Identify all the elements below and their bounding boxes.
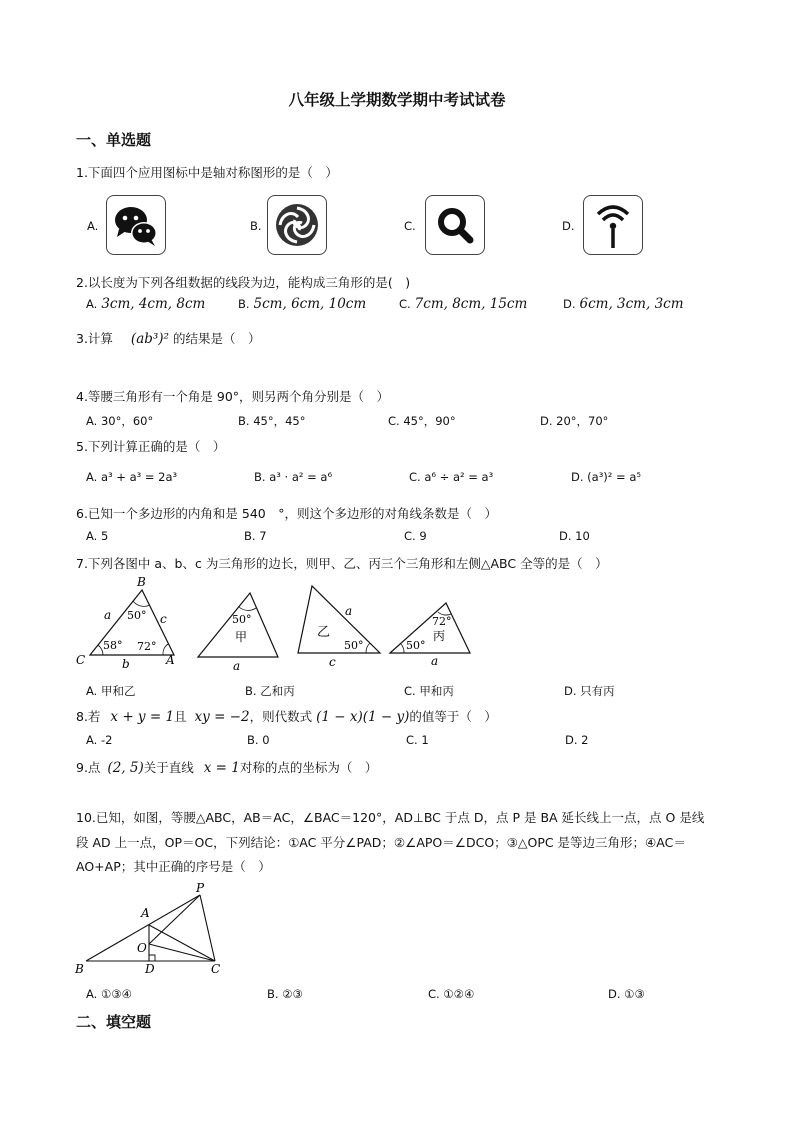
triangle-yi [298,586,380,653]
q1-option-b-label: B. [250,219,262,233]
q2-option-a[interactable]: A. 3cm, 4cm, 8cm [86,296,206,312]
q1-option-d-label: D. [562,219,575,233]
svg-text:a: a [233,659,241,673]
q4-option-d[interactable]: D. 20°，70° [540,414,609,428]
q2-option-d[interactable]: D. 6cm, 3cm, 3cm [563,296,684,312]
q10-option-c[interactable]: C. ①②④ [428,987,475,1001]
q8-option-a[interactable]: A. -2 [86,733,113,747]
question-2-stem: 2.以长度为下列各组数据的线段为边，能构成三角形的是( ) [76,275,411,290]
label-angle-50: 50° [127,609,147,622]
q1-option-c-label: C. [404,219,416,233]
q4-option-a[interactable]: A. 30°，60° [86,414,154,428]
question-1-stem: 1.下面四个应用图标中是轴对称图形的是（ ） [76,165,338,180]
q10-option-d[interactable]: D. ①③ [608,987,645,1001]
label-angle-58: 58° [103,639,123,652]
q1-option-a-label: A. [87,219,99,233]
label-a: A [141,906,150,920]
label-vertex-c: C [76,653,86,667]
q8-option-c[interactable]: C. 1 [406,733,429,747]
q7-option-b[interactable]: B. 乙和丙 [245,684,295,698]
q3-expression: (ab³)² [130,331,169,347]
label-bing: 丙 [433,629,446,643]
q4-option-c[interactable]: C. 45°，90° [388,414,456,428]
q2-option-b[interactable]: B. 5cm, 6cm, 10cm [238,296,367,312]
q6-option-b[interactable]: B. 7 [244,529,267,543]
q8-option-d[interactable]: D. 2 [565,733,589,747]
q6-option-d[interactable]: D. 10 [559,529,590,543]
q6-option-c[interactable]: C. 9 [404,529,427,543]
question-8-stem: 8.若 x + y = 1且 xy = −2，则代数式 (1 − x)(1 − y)的值等于（ ） [76,709,497,725]
svg-text:c: c [329,655,336,669]
question-7-stem: 7.下列各图中 a、b、c 为三角形的边长，则甲、乙、丙三个三角形和左侧△ABC 全等的是（ ） [76,556,608,571]
label-d: D [145,962,155,976]
svg-text:72°: 72° [432,615,452,628]
question-4-stem: 4.等腰三角形有一个角是 90°，则另两个角分别是（ ） [76,389,390,404]
wechat-icon [106,195,166,255]
label-c: C [211,962,221,976]
q2-option-c[interactable]: C. 7cm, 8cm, 15cm [399,296,528,312]
q5-option-a[interactable]: A. a³ + a³ = 2a³ [86,470,178,484]
label-vertex-a: A [166,653,175,667]
q6-option-a[interactable]: A. 5 [86,529,109,543]
q5-option-c[interactable]: C. a⁶ ÷ a² = a³ [409,470,494,484]
search-icon [425,195,485,255]
label-side-b: b [122,657,130,671]
q5-option-b[interactable]: B. a³ · a² = a⁶ [254,470,333,484]
q8-option-b[interactable]: B. 0 [247,733,270,747]
antenna-icon [583,195,643,255]
question-10-line-3: AO+AP；其中正确的序号是（ ） [76,859,271,874]
svg-text:50°: 50° [232,613,252,626]
label-side-a: a [104,608,112,622]
question-6-stem: 6.已知一个多边形的内角和是 540 °，则这个多边形的对角线条数是（ ） [76,506,498,521]
svg-text:50°: 50° [344,639,364,652]
label-vertex-b: B [137,575,146,589]
q7-option-a[interactable]: A. 甲和乙 [86,684,136,698]
label-p: P [196,881,205,895]
label-o: O [137,941,147,955]
section-heading-fill-blank: 二、填空题 [76,1013,152,1031]
q4-option-b[interactable]: B. 45°，45° [238,414,306,428]
q5-option-d[interactable]: D. (a³)² = a⁵ [571,470,642,484]
label-b: B [75,962,84,976]
q10-option-a[interactable]: A. ①③④ [86,987,132,1001]
svg-text:50°: 50° [406,639,426,652]
question-9-stem: 9.点 (2, 5)关于直线 x = 1对称的点的坐标为（ ） [76,760,378,776]
question-5-stem: 5.下列计算正确的是（ ） [76,439,226,454]
section-heading-single-choice: 一、单选题 [76,131,152,149]
label-jia: 甲 [235,630,248,644]
svg-text:a: a [345,604,353,618]
page-title: 八年级上学期数学期中考试试卷 [288,91,506,109]
question-10-line-1: 10.已知，如图，等腰△ABC，AB＝AC，∠BAC＝120°，AD⊥BC 于点 D，点 P 是 BA 延长线上一点，点 O 是线 [76,810,705,825]
q10-option-b[interactable]: B. ②③ [267,987,303,1001]
question-3-stem: 3.计算 (ab³)² 的结果是（ ） [76,331,261,347]
label-yi: 乙 [317,625,331,640]
q10-geometry-figure [70,880,240,980]
question-10-line-2: 段 AD 上一点，OP＝OC，下列结论：①AC 平分∠PAD；②∠APO＝∠DCO；③△OPC 是等边三角形；④AC＝ [76,835,686,850]
phoenix-icon [267,195,327,255]
q7-triangles-figure [70,573,490,673]
svg-text:a: a [431,654,439,668]
q7-option-c[interactable]: C. 甲和丙 [404,684,454,698]
label-side-c: c [160,612,167,626]
label-angle-72: 72° [137,640,157,653]
q7-option-d[interactable]: D. 只有丙 [564,684,615,698]
